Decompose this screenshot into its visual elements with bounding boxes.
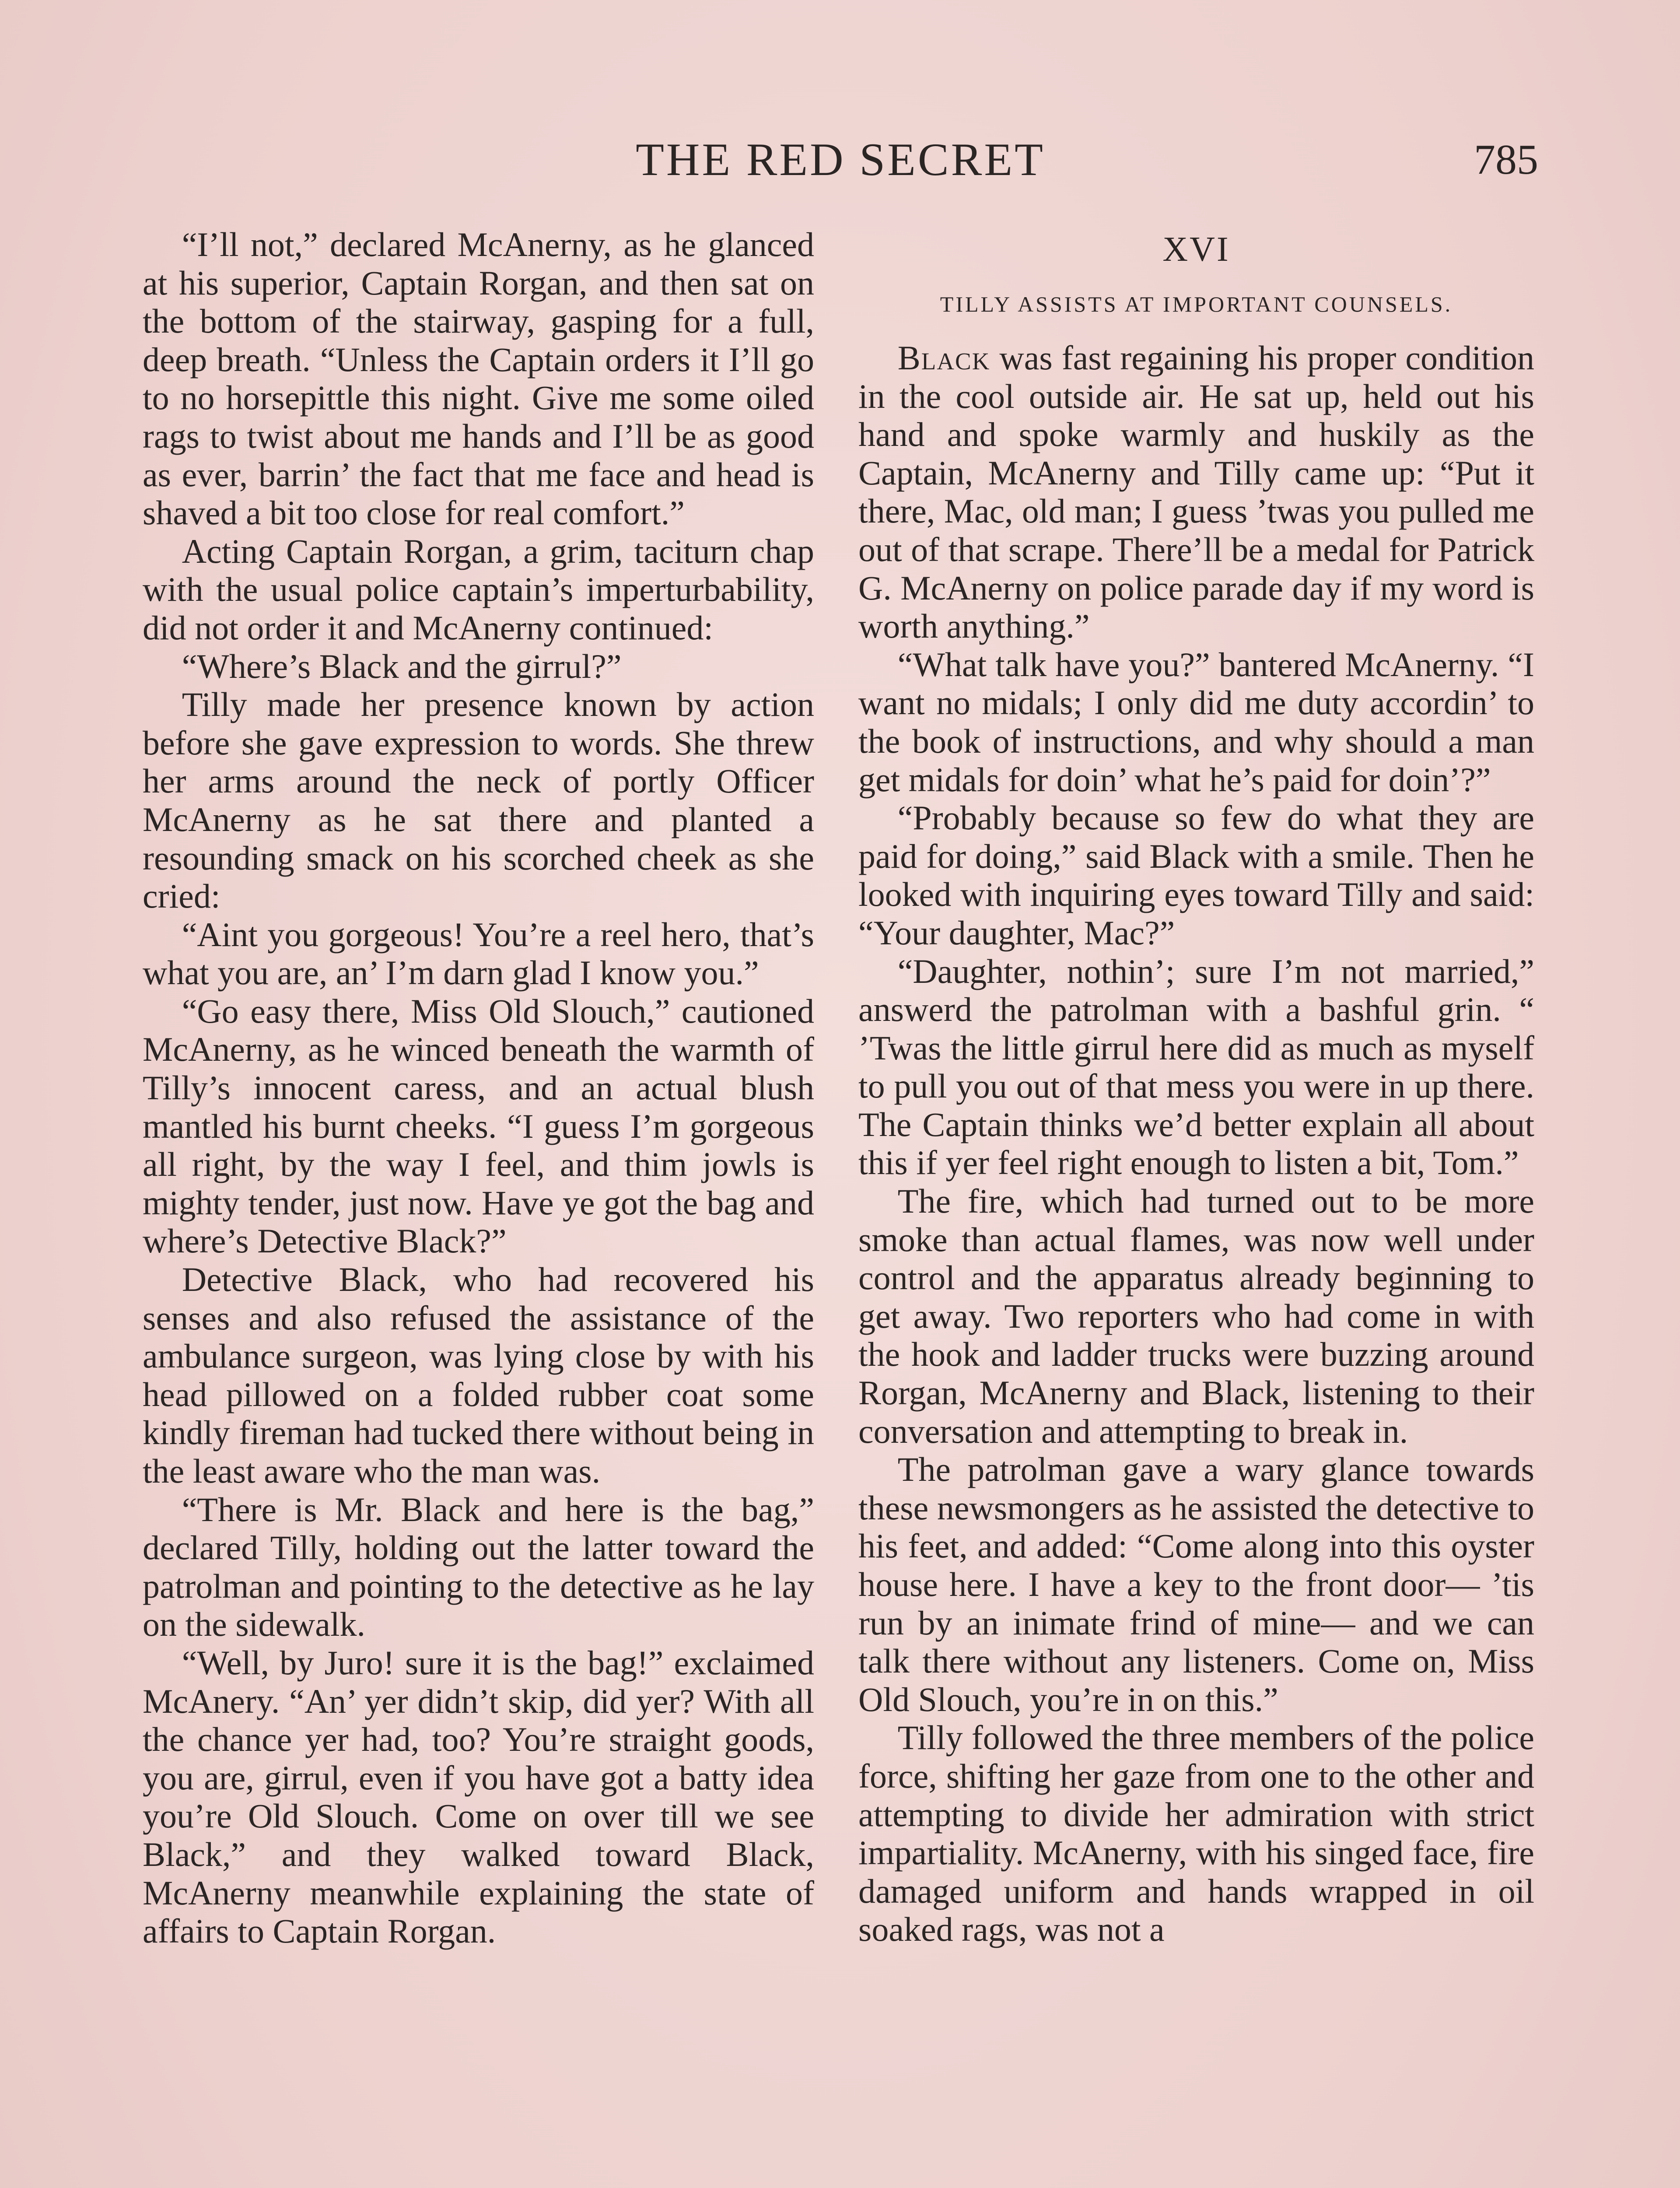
paragraph: Tilly made her presence known by action before she gave expression to words. She threw her arms around the neck of portly Officer McAnerny as he sat there and planted a resounding smack on his scorched cheek as she cried: — [143, 685, 814, 915]
paragraph: “Daughter, nothin’; sure I’m not married,” answerd the patrolman with a bashful grin. “ ’Twas the little girrul here did as much as myself to pull you out of that mess you were in up there. The Captain thinks we’d better explain all about this if yer feel right enough to listen a bit, Tom.” — [858, 952, 1534, 1182]
paragraph: “Go easy there, Miss Old Slouch,” cautioned McAnerny, as he winced beneath the warmth of Tilly’s innocent caress, and an actual blush mantled his burnt cheeks. “I guess I’m gorgeous all right, by the way I feel, and thim jowls is mighty tender, just now. Have ye got the bag and where’s Detective Black?” — [143, 992, 814, 1260]
paragraph: “What talk have you?” bantered McAnerny. “I want no midals; I only did me duty accordin’ to the book of instructions, and why should a man get midals for doin’ what he’s paid for doin’?” — [858, 645, 1534, 799]
chapter-first-word: Black — [897, 339, 990, 377]
paragraph: “Well, by Juro! sure it is the bag!” exclaimed McAnery. “An’ yer didn’t skip, did yer? With all the chance yer had, too? You’re straight goods, you are, girrul, even if you have got a batty idea you’re Old Slouch. Come on over till we see Black,” and they walked toward Black, McAnerny meanwhile explaining the state of affairs to Captain Rorgan. — [143, 1643, 814, 1950]
paragraph: Acting Captain Rorgan, a grim, taciturn chap with the usual police captain’s imperturbability, did not order it and McAnerny continued: — [143, 532, 814, 647]
chapter-opening-text: was fast regaining his proper condition in the cool outside air. He sat up, held out his hand and spoke warmly and huskily as the Captain, McAnerny and Tilly came up: “Put it there, Mac, old man; I guess ’twas you pulled me out of that scrape. There’ll be a medal for Patrick G. McAnerny on police parade day if my word is worth anything.” — [858, 339, 1534, 645]
paragraph: “Probably because so few do what they are paid for doing,” said Black with a smile. Then he looked with inquiring eyes toward Tilly and said: “Your daughter, Mac?” — [858, 799, 1534, 952]
chapter-number: XVI — [1162, 230, 1230, 269]
paragraph: “I’ll not,” declared McAnerny, as he glanced at his superior, Captain Rorgan, and then sat on the bottom of the stairway, gasping for a full, deep breath. “Unless the Captain orders it I’ll go to no horsepittle this night. Give me some oiled rags to twist about me hands and I’ll be as good as ever, barrin’ the fact that me face and head is shaved a bit too close for real comfort.” — [143, 225, 814, 532]
left-column — [143, 225, 814, 1950]
paragraph: The fire, which had turned out to be more smoke than actual flames, was now well under control and the apparatus already beginning to get away. Two reporters who had come in with the hook and ladder trucks were buzzing around Rorgan, McAnerny and Black, listening to their conversation and attempting to break in. — [858, 1182, 1534, 1450]
paragraph: “There is Mr. Black and here is the bag,” declared Tilly, holding out the latter toward the patrolman and pointing to the detective as he lay on the sidewalk. — [143, 1490, 814, 1644]
page-number: 785 — [1474, 136, 1538, 183]
running-title: THE RED SECRET — [636, 134, 1045, 185]
paragraph: “Where’s Black and the girrul?” — [182, 647, 622, 685]
paragraph: “Aint you gorgeous! You’re a reel hero, that’s what you are, an’ I’m darn glad I know you.” — [143, 915, 814, 992]
paragraph: Detective Black, who had recovered his senses and also refused the assistance of the ambulance surgeon, was lying close by with his head pillowed on a folded rubber coat some kindly fireman had tucked there without being in the least aware who the man was. — [143, 1260, 814, 1490]
paragraph: Tilly followed the three members of the police force, shifting her gaze from one to the other and attempting to divide her admiration with strict impartiality. McAnerny, with his singed face, fire damaged uniform and hands wrapped in oil soaked rags, was not a — [858, 1718, 1534, 1949]
page-header — [143, 127, 1538, 193]
paragraph: The patrolman gave a wary glance towards these newsmongers as he assisted the detective to his feet, and added: “Come along into this oyster house here. I have a key to the front door— ’tis run by an inimate frind of mine— and we can talk there without any listeners. Come on, Miss Old Slouch, you’re in on this.” — [858, 1450, 1534, 1718]
chapter-opening-paragraph — [858, 339, 1534, 645]
right-column — [858, 225, 1534, 1949]
chapter-title: TILLY ASSISTS AT IMPORTANT COUNSELS. — [940, 292, 1453, 316]
